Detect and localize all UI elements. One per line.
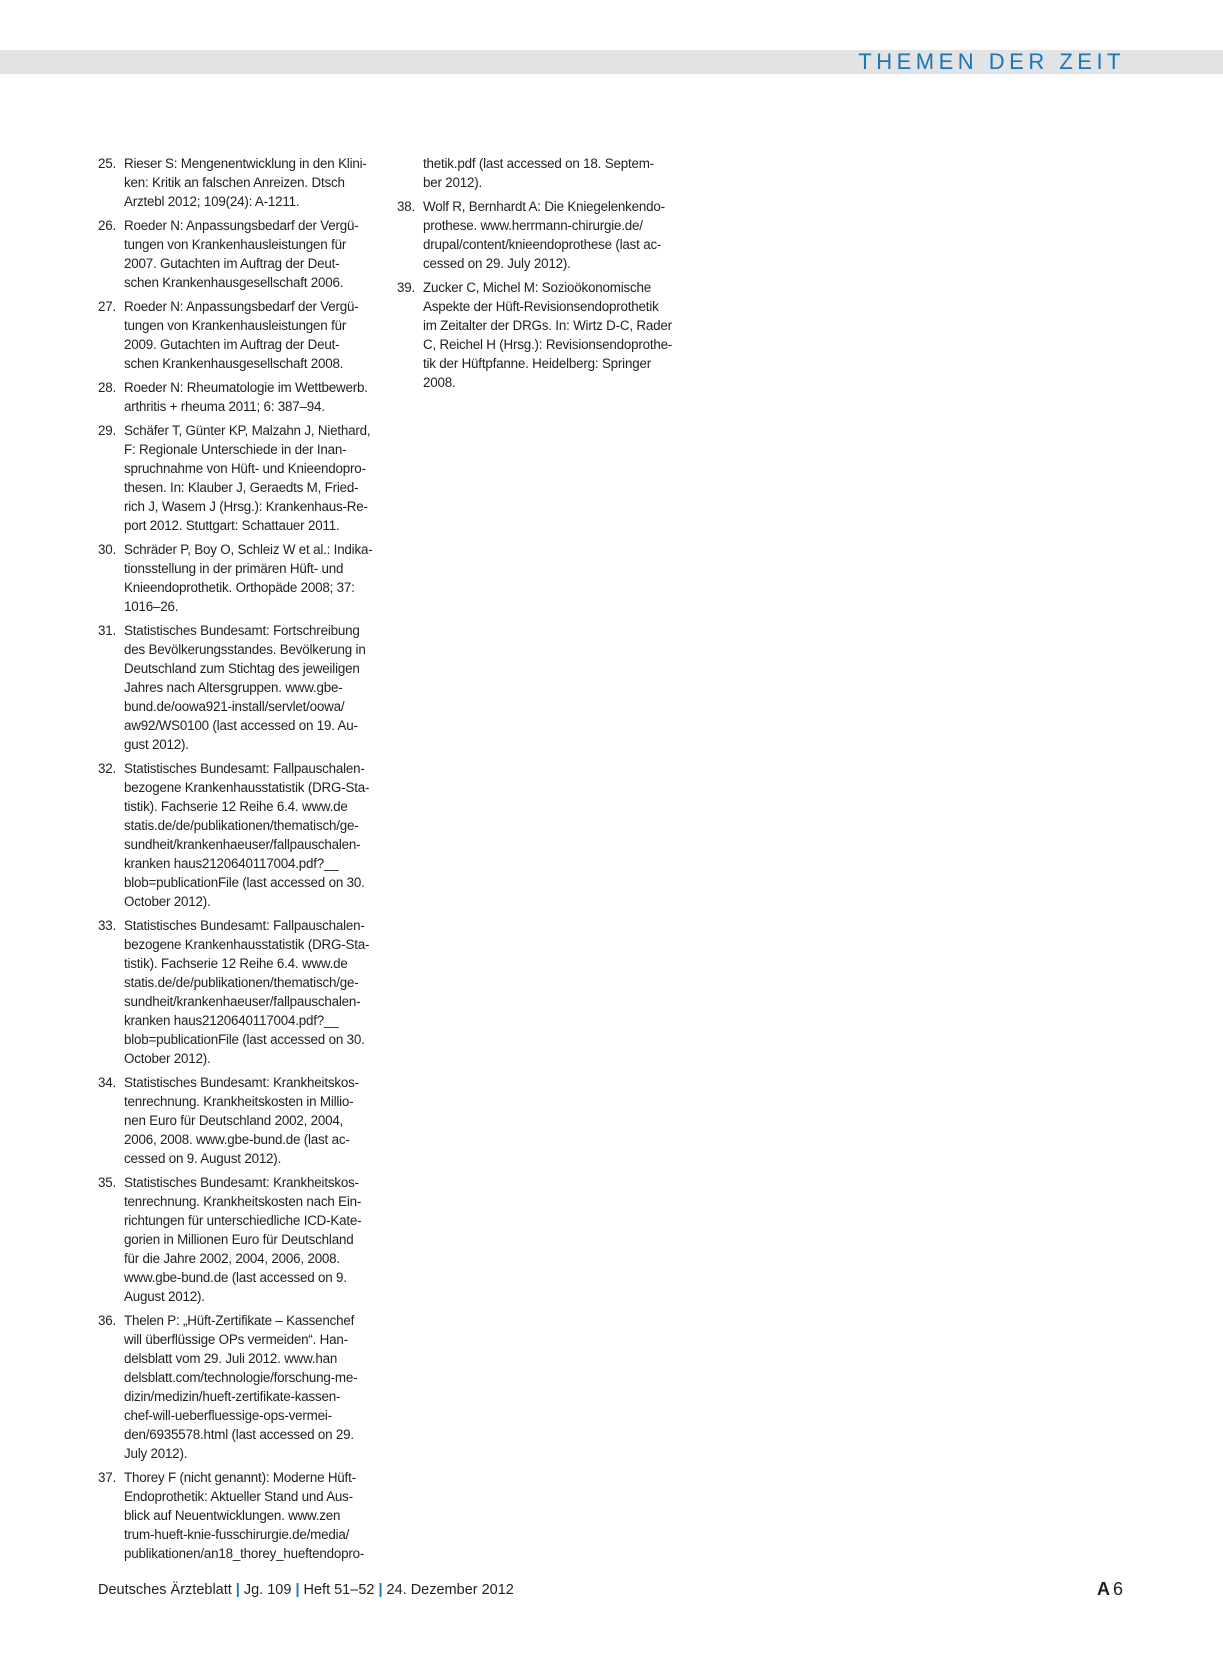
reference-text: Roeder N: Anpassungsbedarf der Vergü- tungen von Krankenhausleistungen für 2007. Gutachten im Auftrag der Deut- schen Krankenhausgesellschaft 2006. bbox=[124, 218, 359, 290]
reference-number: 26. bbox=[98, 218, 117, 233]
reference-number: 25. bbox=[98, 156, 117, 171]
reference-text: Schäfer T, Günter KP, Malzahn J, Niethard, F: Regionale Unterschiede in der Inan- spruchnahme von Hüft- und Knieendopro- thesen. In: Klauber J, Geraedts M, Fried- rich J, Wasem J (Hrsg.): Krankenhaus-Re- port 2012. Stuttgart: Schattauer 2011. bbox=[124, 423, 371, 533]
reference-item bbox=[98, 621, 380, 754]
reference-number: 30. bbox=[98, 542, 117, 557]
reference-number: 32. bbox=[98, 761, 117, 776]
reference-text: Zucker C, Michel M: Sozioökonomische Aspekte der Hüft-Revisionsendoprothetik im Zeitalter der DRGs. In: Wirtz D-C, Rader C, Reichel H (Hrsg.): Revisionsendoprothe- tik der Hüftpfanne. Heidelberg: Springer 2008. bbox=[423, 280, 673, 390]
reference-item bbox=[98, 421, 380, 535]
reference-text: Statistisches Bundesamt: Fallpauschalen- bezogene Krankenhausstatistik (DRG-Sta- tistik). Fachserie 12 Reihe 6.4. www.de statis.de/de/publikationen/thematisch/ge- sundheit/krankenhaeuser/fallpauschalen- kranken haus2120640117004.pdf?__ blob=publicationFile (last accessed on 30. October 2012). bbox=[124, 918, 370, 1066]
reference-text: Thorey F (nicht genannt): Moderne Hüft- Endoprothetik: Aktueller Stand und Aus- blick auf Neuentwicklungen. www.zen trum-hueft-knie-fusschirurgie.de/media/ publikationen/an18_thorey_hueftendopro- bbox=[124, 1470, 365, 1561]
reference-text: Wolf R, Bernhardt A: Die Kniegelenkendo- prothese. www.herrmann-chirurgie.de/ drupal/content/knieendoprothese (last ac- cessed on 29. July 2012). bbox=[423, 199, 665, 271]
journal-volume: Jg. 109 bbox=[243, 1582, 292, 1598]
reference-number: 29. bbox=[98, 423, 117, 438]
reference-number: 28. bbox=[98, 380, 117, 395]
section-title: THEMEN DER ZEIT bbox=[858, 49, 1125, 74]
reference-number: 39. bbox=[397, 280, 416, 295]
journal-issue: Heft 51–52 bbox=[303, 1582, 375, 1598]
reference-text: Roeder N: Anpassungsbedarf der Vergü- tungen von Krankenhausleistungen für 2009. Gutachten im Auftrag der Deut- schen Krankenhausgesellschaft 2008. bbox=[124, 299, 359, 371]
reference-text: Statistisches Bundesamt: Krankheitskos- tenrechnung. Krankheitskosten in Millio- nen Euro für Deutschland 2002, 2004, 2006, 2008. www.gbe-bund.de (last ac- cessed on 9. August 2012). bbox=[124, 1075, 359, 1166]
reference-text: Rieser S: Mengenentwicklung in den Klini- ken: Kritik an falschen Anreizen. Dtsch Arztebl 2012; 109(24): A-1211. bbox=[124, 156, 367, 209]
issue-date: 24. Dezember 2012 bbox=[386, 1582, 514, 1598]
footer-separator: | bbox=[295, 1582, 300, 1598]
reference-number: 38. bbox=[397, 199, 416, 214]
reference-number: 37. bbox=[98, 1470, 117, 1485]
reference-number: 34. bbox=[98, 1075, 117, 1090]
references-column-left bbox=[98, 154, 380, 1568]
page-number bbox=[1097, 1577, 1123, 1601]
reference-item bbox=[98, 1468, 380, 1563]
journal-name: Deutsches Ärzteblatt bbox=[98, 1582, 232, 1598]
references-column-right bbox=[397, 154, 681, 397]
reference-continuation: thetik.pdf (last accessed on 18. Septem- ber 2012). bbox=[423, 156, 654, 190]
reference-text: Schräder P, Boy O, Schleiz W et al.: Indika- tionsstellung in der primären Hüft- und Knieendoprothetik. Orthopäde 2008; 37: 1016–26. bbox=[124, 542, 373, 614]
reference-item bbox=[98, 1073, 380, 1168]
page-footer bbox=[98, 1580, 514, 1600]
reference-item bbox=[98, 916, 380, 1068]
reference-text: Roeder N: Rheumatologie im Wettbewerb. arthritis + rheuma 2011; 6: 387–94. bbox=[124, 380, 368, 414]
reference-text: Statistisches Bundesamt: Fortschreibung des Bevölkerungsstandes. Bevölkerung in Deutschland zum Stichtag des jeweiligen Jahres nach Altersgruppen. www.gbe- bund.de/oowa921-install/servlet/oowa/ aw92/WS0100 (last accessed on 19. Au- gust 2012). bbox=[124, 623, 366, 752]
reference-number: 36. bbox=[98, 1313, 117, 1328]
page-number-value: 6 bbox=[1112, 1579, 1123, 1599]
reference-item bbox=[397, 278, 681, 392]
reference-number: 33. bbox=[98, 918, 117, 933]
reference-text: Thelen P: „Hüft-Zertifikate – Kassenchef will überflüssige OPs vermeiden“. Han- delsblatt vom 29. Juli 2012. www.han delsblatt.com/technologie/forschung-me- dizin/medizin/hueft-zertifikate-kassen- chef-will-ueberfluessige-ops-vermei- den/6935578.html (last accessed on 29. July 2012). bbox=[124, 1313, 358, 1461]
reference-number: 31. bbox=[98, 623, 117, 638]
reference-item bbox=[98, 540, 380, 616]
reference-item bbox=[98, 1311, 380, 1463]
reference-item bbox=[98, 297, 380, 373]
reference-item bbox=[98, 154, 380, 211]
footer-separator: | bbox=[378, 1582, 383, 1598]
footer-separator: | bbox=[235, 1582, 240, 1598]
reference-item bbox=[98, 1173, 380, 1306]
reference-number: 35. bbox=[98, 1175, 117, 1190]
page-letter: A bbox=[1096, 1579, 1110, 1599]
reference-item bbox=[98, 759, 380, 911]
reference-text: Statistisches Bundesamt: Fallpauschalen- bezogene Krankenhausstatistik (DRG-Sta- tistik). Fachserie 12 Reihe 6.4. www.de statis.de/de/publikationen/thematisch/ge- sundheit/krankenhaeuser/fallpauschalen- kranken haus2120640117004.pdf?__ blob=publicationFile (last accessed on 30. October 2012). bbox=[124, 761, 370, 909]
reference-text: Statistisches Bundesamt: Krankheitskos- tenrechnung. Krankheitskosten nach Ein- richtungen für unterschiedliche ICD-Kate- gorien in Millionen Euro für Deutschland für die Jahre 2002, 2004, 2006, 2008. www.gbe-bund.de (last accessed on 9. August 2012). bbox=[124, 1175, 362, 1304]
reference-item bbox=[397, 197, 681, 273]
reference-number: 27. bbox=[98, 299, 117, 314]
reference-item bbox=[98, 216, 380, 292]
reference-item bbox=[98, 378, 380, 416]
